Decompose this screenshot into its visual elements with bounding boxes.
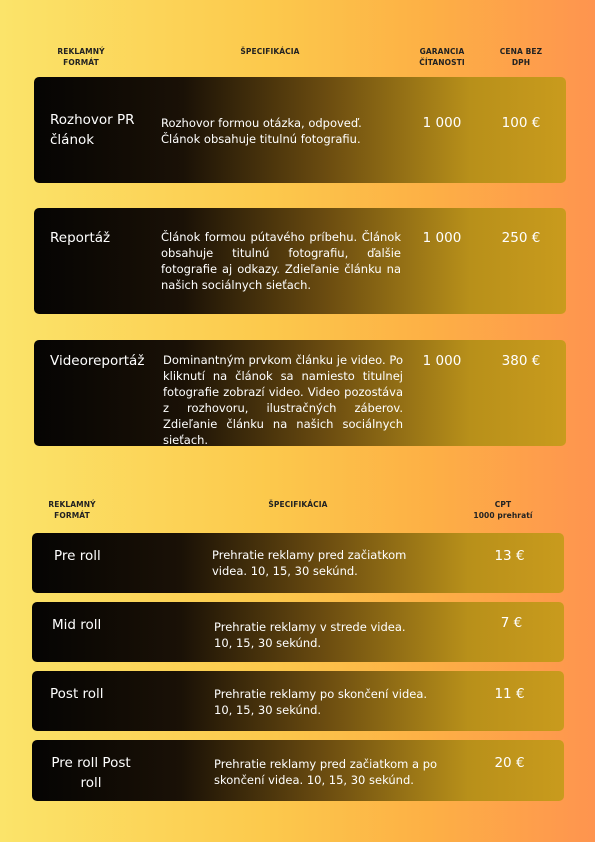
price-value: 100 €: [501, 115, 541, 131]
t1-header-reach: GARANCIA ČÍTANOSTI: [419, 47, 465, 67]
cpt-value: 13 €: [494, 548, 525, 564]
t2-header-cpt-sub: 1000 prehratí: [473, 511, 533, 520]
reach-value: 1 000: [422, 230, 462, 246]
format-name: Rozhovor PR článok: [50, 112, 135, 148]
t1-header-spec: ŠPECIFIKÁCIA: [240, 47, 300, 56]
t1-row-videoreportaz: [34, 340, 566, 446]
format-spec: Prehratie reklamy pred začiatkom videa. 10, 15, 30 sekúnd.: [212, 548, 407, 578]
t1-header-format: REKLAMNÝ FORMÁT: [57, 47, 105, 67]
format-spec: Článok formou pútavého príbehu. Článok obsahuje titulnú fotografiu, ďalšie fotografie aj odkazy. Zdieľanie článku na našich sociálnych sieťach.: [161, 230, 401, 292]
format-spec: Prehratie reklamy pred začiatkom a po skončení videa. 10, 15, 30 sekúnd.: [214, 757, 438, 787]
format-name: Pre roll: [54, 548, 101, 564]
t1-row-reportaz: [34, 208, 566, 314]
format-name: Reportáž: [50, 230, 111, 246]
t2-header-format: REKLAMNÝ FORMÁT: [48, 500, 96, 520]
t2-row-mid-roll: [32, 602, 564, 662]
cpt-value: 11 €: [494, 686, 525, 702]
t2-header-cpt: CPT: [494, 500, 512, 509]
t2-row-pre-roll: [32, 533, 564, 593]
t1-header-price: CENA BEZ DPH: [499, 47, 543, 67]
cpt-value: 7 €: [500, 615, 523, 631]
format-spec: Dominantným prvkom článku je video. Po kliknutí na článok sa namiesto titulnej fotografie zobrazí video. Video pozostáva z rozhovoru, ilustračných záberov. Zdieľanie článku na našich sociálnych sieťach.: [163, 353, 403, 447]
t2-row-pre-post-roll: [32, 740, 564, 801]
price-value: 380 €: [501, 353, 541, 369]
t2-row-post-roll: [32, 671, 564, 731]
cpt-value: 20 €: [494, 755, 525, 771]
t1-row-rozhovor: [34, 77, 566, 183]
price-value: 250 €: [501, 230, 541, 246]
format-spec: Prehratie reklamy po skončení videa. 10, 15, 30 sekúnd.: [214, 687, 428, 717]
format-name: Pre roll Post roll: [51, 755, 131, 791]
t2-header-spec: ŠPECIFIKÁCIA: [268, 500, 328, 509]
format-name: Mid roll: [52, 617, 102, 633]
reach-value: 1 000: [422, 353, 462, 369]
format-name: Videoreportáž: [50, 353, 145, 369]
format-spec: Rozhovor formou otázka, odpoveď. Článok obsahuje titulnú fotografiu.: [161, 116, 362, 146]
format-name: Post roll: [50, 686, 104, 702]
reach-value: 1 000: [422, 115, 462, 131]
format-spec: Prehratie reklamy v strede videa. 10, 15, 30 sekúnd.: [214, 620, 406, 650]
